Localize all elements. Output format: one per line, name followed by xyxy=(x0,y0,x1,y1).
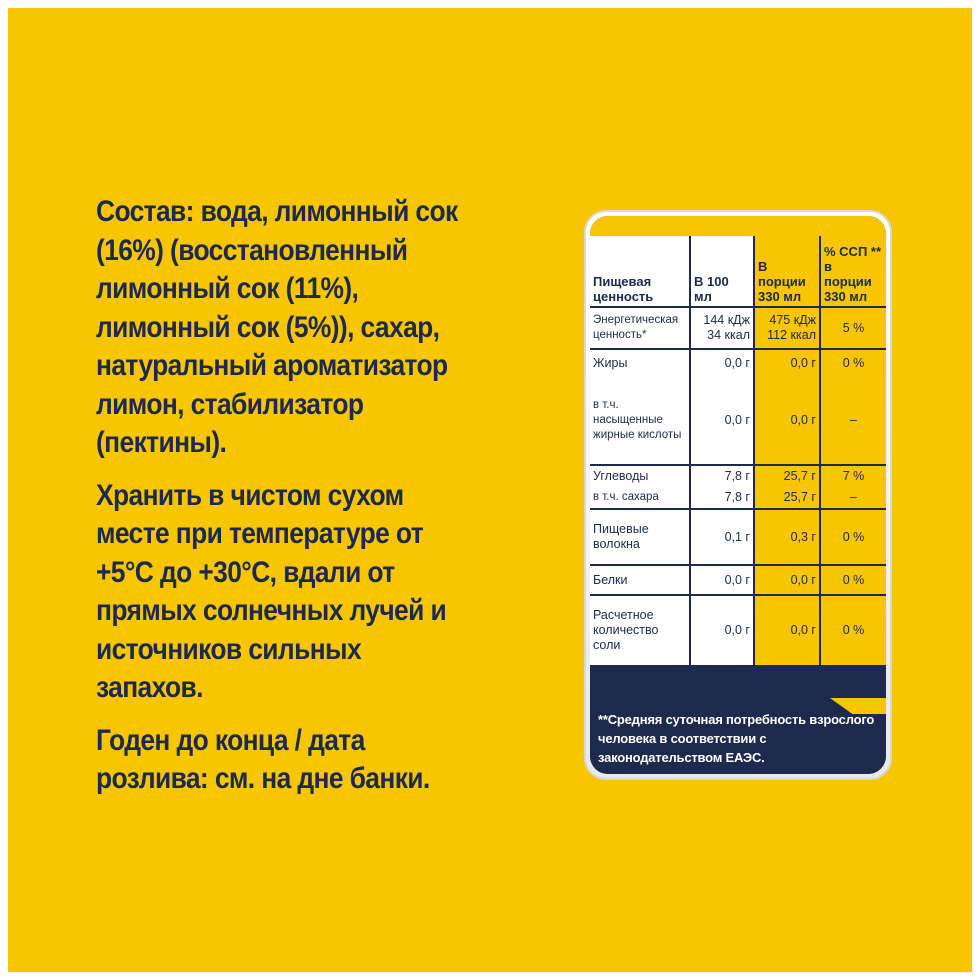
row-name: Пищевые волокна xyxy=(590,509,690,565)
row-per100: 0,1 г xyxy=(690,509,754,565)
table-row xyxy=(590,565,886,595)
product-info-text xyxy=(96,193,474,813)
row-rdi: 0 % xyxy=(820,595,886,665)
row-name: Жиры xyxy=(590,349,690,377)
table-row xyxy=(590,465,886,487)
row-name: Углеводы xyxy=(590,465,690,487)
row-rdi: 7 % xyxy=(820,465,886,487)
row-rdi: 0 % xyxy=(820,565,886,595)
header-rdi: % ССП ** в порции 330 мл xyxy=(820,236,886,307)
row-per100: 7,8 г xyxy=(690,465,754,487)
nutrition-table xyxy=(590,236,886,665)
ingredients-text: Состав: вода, лимонный сок (16%) (восстановленный лимонный сок (11%), лимонный сок (5%)), сахар, натуральный ароматизатор лимон, стабилизатор (пектины). xyxy=(96,195,458,459)
row-per-portion: 25,7 г xyxy=(754,487,820,509)
row-per100: 0,0 г xyxy=(690,595,754,665)
row-per100: 144 кДж 34 ккал xyxy=(690,307,754,349)
header-per100: В 100 мл xyxy=(690,236,754,307)
table-row xyxy=(590,487,886,509)
row-per-portion: 25,7 г xyxy=(754,465,820,487)
row-per-portion: 0,3 г xyxy=(754,509,820,565)
expiry-text: Годен до конца / дата розлива: см. на дне банки. xyxy=(96,723,430,795)
row-per-portion: 0,0 г xyxy=(754,595,820,665)
row-per-portion: 0,0 г xyxy=(754,349,820,377)
table-row xyxy=(590,307,886,349)
nutrition-label xyxy=(590,216,886,774)
row-per100: 0,0 г xyxy=(690,565,754,595)
row-per-portion: 475 кДж 112 ккал xyxy=(754,307,820,349)
row-name: Энергетическая ценность* xyxy=(590,307,690,349)
row-rdi: 0 % xyxy=(820,349,886,377)
row-rdi: 5 % xyxy=(820,307,886,349)
row-per100: 0,0 г xyxy=(690,349,754,377)
table-row xyxy=(590,509,886,565)
header-per-portion: В порции 330 мл xyxy=(754,236,820,307)
row-rdi: – xyxy=(820,487,886,509)
table-row xyxy=(590,595,886,665)
table-header-row xyxy=(590,236,886,307)
storage-text: Хранить в чистом сухом месте при температуре от +5°С до +30°С, вдали от прямых солнечных лучей и источников сильных запахов. xyxy=(96,478,447,704)
table-row xyxy=(590,377,886,465)
row-rdi: – xyxy=(820,377,886,465)
row-per-portion: 0,0 г xyxy=(754,565,820,595)
footnote-text: **Средняя суточная потребность взрослого человека в соответствии с законодательством ЕАЭС. xyxy=(598,712,875,765)
table-row xyxy=(590,349,886,377)
row-name: в т.ч. сахара xyxy=(590,487,690,509)
row-per-portion: 0,0 г xyxy=(754,377,820,465)
row-per100: 7,8 г xyxy=(690,487,754,509)
row-name: в т.ч. насыщенные жирные кислоты xyxy=(590,377,690,465)
row-name: Расчетное количество соли xyxy=(590,595,690,665)
row-name: Белки xyxy=(590,565,690,595)
row-rdi: 0 % xyxy=(820,509,886,565)
header-name: Пищевая ценность xyxy=(590,236,690,307)
row-per100: 0,0 г xyxy=(690,377,754,465)
label-top-band xyxy=(590,216,886,236)
